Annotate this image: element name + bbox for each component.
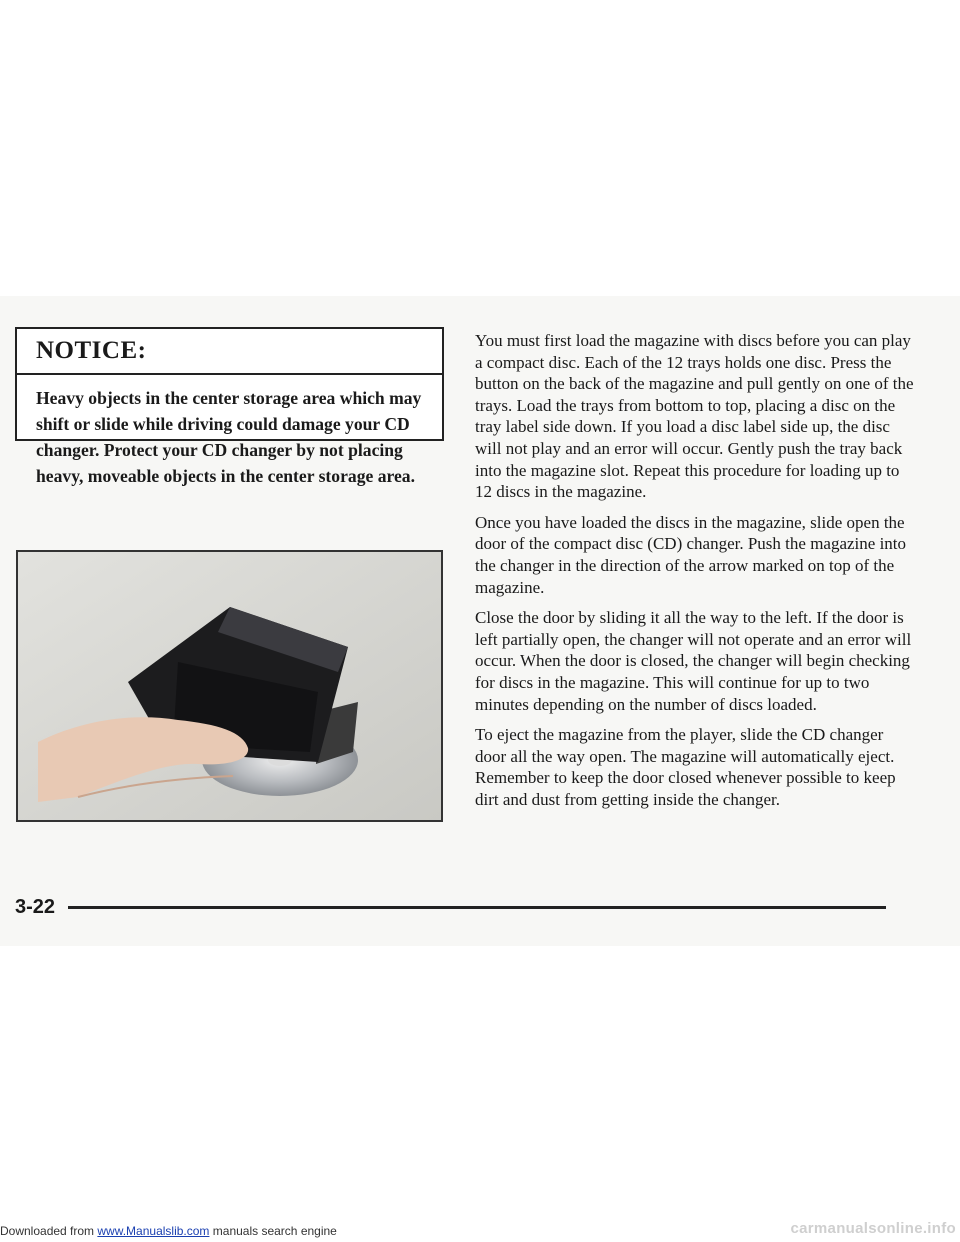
body-paragraph: To eject the magazine from the player, slide the CD changer door all the way open. The magazine will automatically eject. Remember to keep the door closed whenever possible to keep dirt and dust from getting inside the changer.	[475, 725, 896, 809]
cd-magazine-photo	[16, 550, 443, 822]
notice-heading: NOTICE:	[17, 329, 442, 375]
body-paragraph: Once you have loaded the discs in the magazine, slide open the door of the compact disc (CD) changer. Push the magazine into the changer in the direction of the arrow marked on top of the magazine.	[475, 512, 907, 597]
site-watermark: carmanualsonline.info	[790, 1220, 956, 1237]
body-paragraph: You must first load the magazine with discs before you can play a compact disc. Each of the 12 trays holds one disc. Press the button on the back of the magazine and pull gently on one of the trays. Load the trays from bottom to top, placing a disc on the tray label side down. If you load a disc label side up, the disc will not play and an error will occur. Gently push the tray back into the magazine slot. Repeat this procedure for loading up to 12 discs in the magazine.	[475, 331, 914, 502]
body-paragraph: Close the door by sliding it all the way to the left. If the door is left partially open, the changer will not operate and an error will occur. When the door is closed, the changer will begin checking for discs in the magazine. This will continue for up to two minutes depending on the number of discs loaded.	[475, 608, 912, 714]
notice-box	[15, 327, 444, 486]
cd-magazine-illustration	[18, 552, 441, 820]
manualslib-link[interactable]: www.Manualslib.com	[97, 1224, 210, 1238]
footer-suffix: manuals search engine	[209, 1224, 337, 1238]
page-number: 3-22	[15, 896, 56, 918]
page-rule	[68, 906, 886, 909]
body-column	[475, 330, 915, 819]
notice-text: Heavy objects in the center storage area which may shift or slide while driving could damage your CD changer. Protect your CD changer by not placing heavy, moveable objects in the center storage area.	[36, 388, 422, 486]
footer-prefix: Downloaded from	[0, 1224, 98, 1238]
